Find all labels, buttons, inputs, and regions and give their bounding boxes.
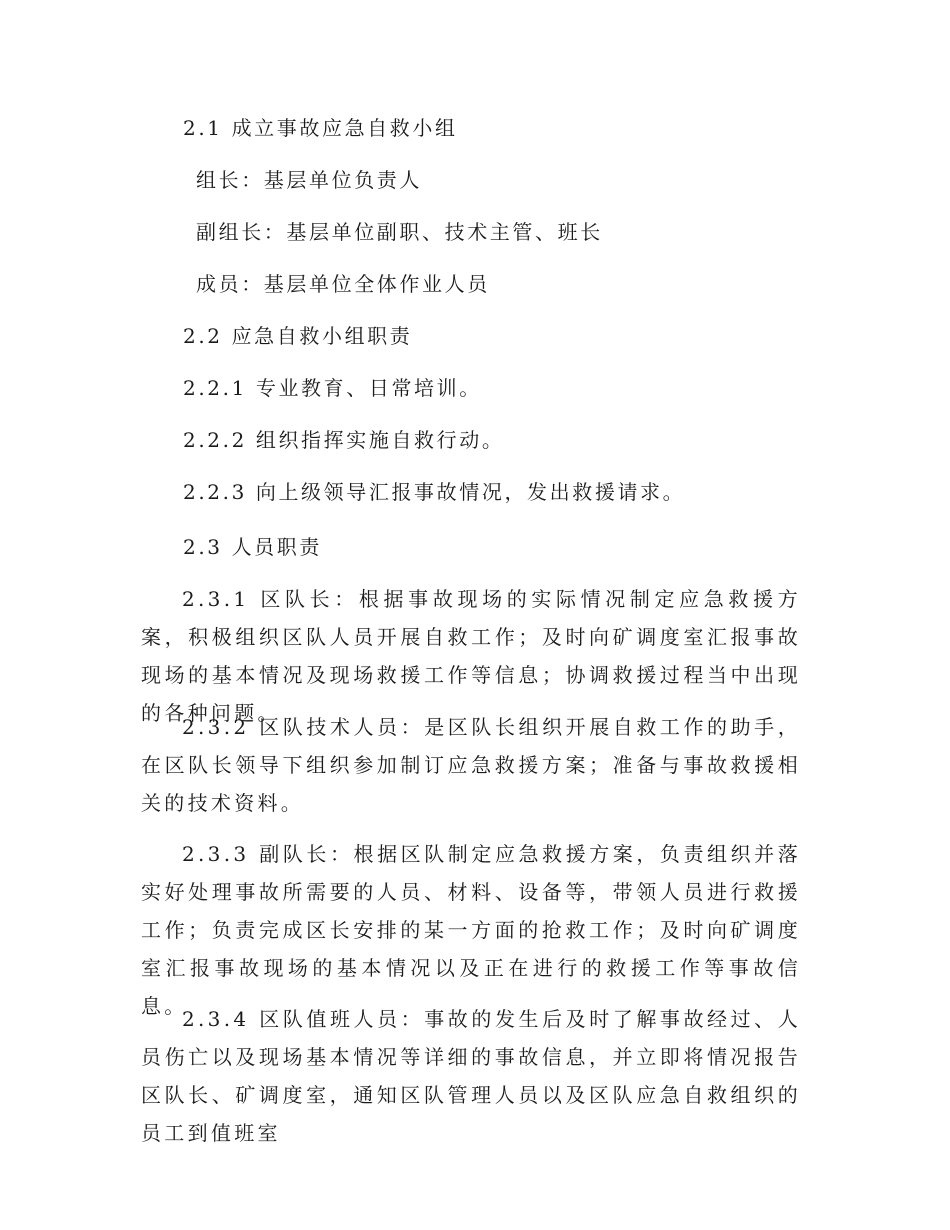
section-heading-2-3: 2.3 人员职责 <box>183 535 322 559</box>
item-2-2-1: 2.2.1 专业教育、日常培训。 <box>183 376 482 400</box>
section-heading-2-1: 2.1 成立事故应急自救小组 <box>183 116 458 140</box>
item-2-2-3: 2.2.3 向上级领导汇报事故情况，发出救援请求。 <box>183 480 686 504</box>
paragraph-2-3-1: 2.3.1 区队长：根据事故现场的实际情况制定应急救援方案，积极组织区队人员开展自救工作；及时向矿调度室汇报事故现场的基本情况及现场救援工作等信息；协调救援过程当中出现的各种问题。 <box>141 587 801 725</box>
paragraph-2-3-3: 2.3.3 副队长：根据区队制定应急救援方案，负责组织并落实好处理事故所需要的人员、材料、设备等，带领人员进行救援工作；负责完成区长安排的某一方面的抢救工作；及时向矿调度室汇报事故现场的基本情况以及正在进行的救援工作等事故信息。 <box>141 842 801 1018</box>
paragraph-2-3-2: 2.3.2 区队技术人员：是区队长组织开展自救工作的助手，在区队长领导下组织参加制订应急救援方案；准备与事故救援相关的技术资料。 <box>141 715 801 815</box>
section-heading-2-2: 2.2 应急自救小组职责 <box>183 324 413 348</box>
paragraph-2-3-4: 2.3.4 区队值班人员：事故的发生后及时了解事故经过、人员伤亡以及现场基本情况等详细的事故信息，并立即将情况报告区队长、矿调度室，通知区队管理人员以及区队应急自救组织的员工到值班室 <box>141 1007 801 1145</box>
team-leader-line: 组长：基层单位负责人 <box>196 168 422 192</box>
members-line: 成员：基层单位全体作业人员 <box>196 272 490 296</box>
item-2-2-2: 2.2.2 组织指挥实施自救行动。 <box>183 428 505 452</box>
deputy-leader-line: 副组长：基层单位副职、技术主管、班长 <box>196 220 603 244</box>
